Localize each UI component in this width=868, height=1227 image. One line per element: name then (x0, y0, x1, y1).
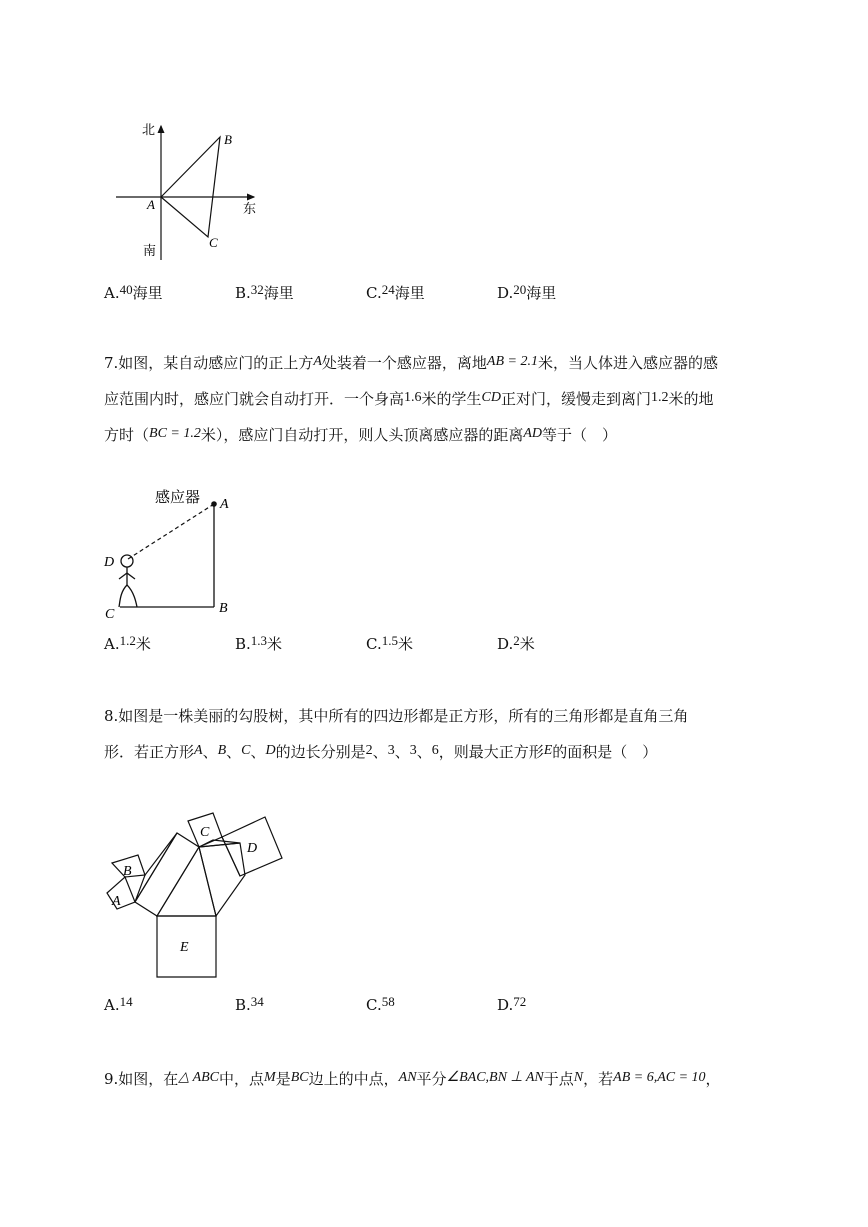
square-right-mid (199, 843, 245, 916)
q7-line-1: 7.如图，某自动感应门的正上方A处装着一个感应器，离地AB = 2.1米，当人体进入感应器的感 (104, 354, 718, 372)
point-a-label: A (147, 197, 155, 212)
square-a-label: A (112, 894, 121, 909)
sensor-dot (211, 501, 217, 507)
triangle-right (199, 840, 240, 847)
person-arm-left (119, 573, 127, 579)
point-d-label: D (104, 555, 115, 570)
q8-line-1: 8.如图是一株美丽的勾股树，其中所有的四边形都是正方形，所有的三角形都是直角三角 (104, 707, 689, 725)
point-b-label: B (224, 132, 232, 147)
triangle-abc (161, 137, 220, 237)
square-b-label: B (123, 864, 132, 879)
north-label: 北 (142, 122, 156, 137)
q8-line-2: 形．若正方形A、B、C、D的边长分别是2、3、3、6，则最大正方形E的面积是（ ） (104, 743, 658, 761)
q8-option-b[interactable]: B.34 (235, 994, 264, 1014)
q8-option-a[interactable]: A.14 (104, 994, 133, 1014)
dashed-ad (128, 504, 214, 559)
q7-option-b[interactable]: B.1.3米 (235, 633, 283, 653)
q8-option-d[interactable]: D.72 (497, 994, 527, 1014)
q6-option-d[interactable]: D.20海里 (497, 282, 557, 302)
point-c-label: C (209, 235, 218, 250)
square-e-label: E (180, 940, 189, 955)
point-a-label: A (220, 497, 229, 512)
square-c-label: C (200, 825, 210, 840)
person-legs (119, 585, 137, 607)
triangle-left (135, 833, 177, 902)
person-arm-right (127, 573, 135, 579)
q7-line-2: 应范围内时，感应门就会自动打开．一个身高1.6米的学生CD正对门，缓慢走到离门1.2米的地 (104, 390, 714, 408)
q7-line-3: 方时（BC = 1.2米），感应门自动打开，则人头顶离感应器的距离AD等于（ ） (104, 426, 618, 444)
compass-figure (100, 110, 280, 270)
point-c-label: C (105, 607, 115, 622)
sensor-door-figure (100, 484, 250, 624)
q8-option-c[interactable]: C.58 (366, 994, 395, 1014)
q7-option-d[interactable]: D.2米 (497, 633, 535, 653)
q7-option-a[interactable]: A.1.2米 (104, 633, 151, 653)
q6-option-b[interactable]: B.32海里 (235, 282, 294, 302)
q6-option-c[interactable]: C.24海里 (366, 282, 425, 302)
point-b-label: B (219, 601, 228, 616)
person-head (121, 555, 133, 567)
square-d-label: D (247, 841, 258, 856)
q7-option-c[interactable]: C.1.5米 (366, 633, 413, 653)
south-label: 南 (143, 243, 157, 258)
east-label: 东 (243, 201, 257, 216)
sensor-label: 感应器 (155, 490, 201, 506)
pythagoras-tree-figure (100, 805, 290, 985)
q6-option-a[interactable]: A.40海里 (104, 282, 163, 302)
q9-line-1: 9.如图，在△ ABC中，点M是BC边上的中点，AN平分∠BAC,BN ⊥ AN于点N，若AB = 6,AC = 10， (104, 1070, 721, 1088)
